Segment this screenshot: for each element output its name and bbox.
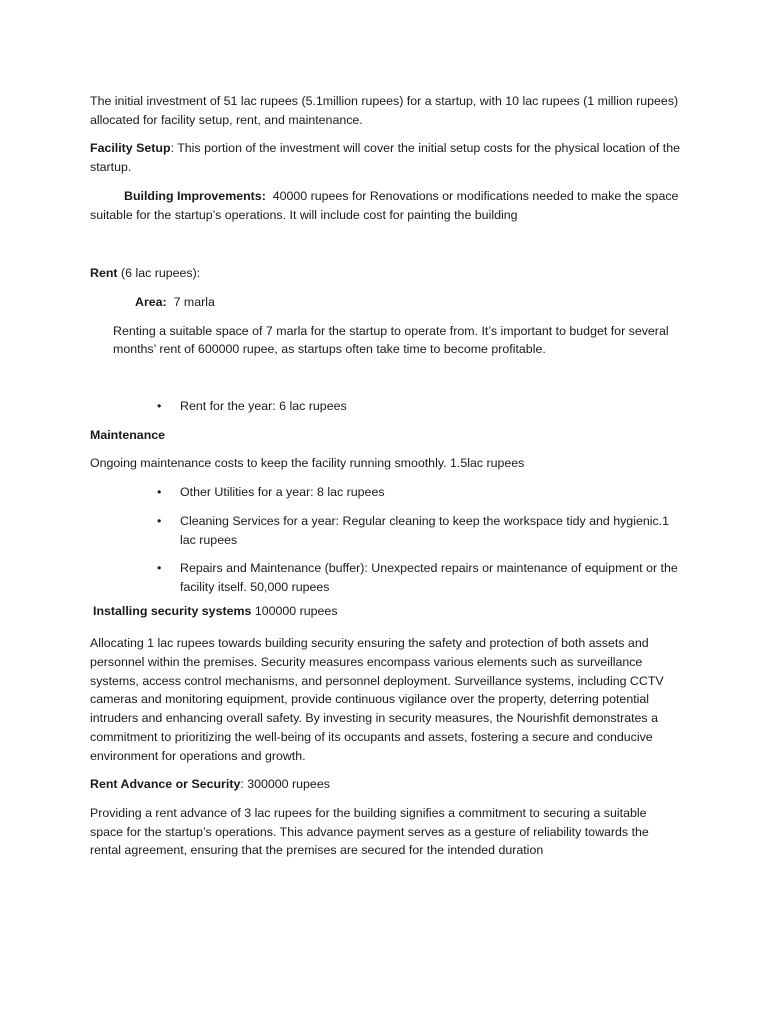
maintenance-bullet-list — [90, 483, 680, 597]
list-item-text: Other Utilities for a year: 8 lac rupees — [180, 485, 385, 500]
rent-amount: (6 lac rupees): — [117, 266, 201, 281]
document-page — [90, 92, 680, 860]
list-item — [90, 397, 680, 416]
maintenance-description: Ongoing maintenance costs to keep the facility running smoothly. 1.5lac rupees — [90, 456, 525, 471]
rent-bullet-list — [90, 397, 680, 416]
facility-setup-paragraph — [90, 139, 680, 176]
intro-paragraph: The initial investment of 51 lac rupees (5.1million rupees) for a startup, with 10 lac rupees (1 million rupees) allocated for facility setup, rent, and maintenance. — [90, 94, 679, 127]
building-improvements-paragraph — [90, 187, 680, 224]
building-improvements-text: 40000 rupees for Renovations or modifications needed to make the space suitable for the startup’s operations. It will include cost for painting the building — [90, 188, 682, 222]
list-item-text: Repairs and Maintenance (buffer): Unexpected repairs or maintenance of equipment or the facility itself. 50,000 rupees — [180, 561, 678, 594]
rent-advance-label: Rent Advance or Security — [90, 777, 241, 792]
rent-heading — [90, 264, 680, 283]
bullet-icon: • — [157, 399, 162, 414]
bullet-icon: • — [157, 561, 162, 576]
security-label: Installing security systems — [93, 603, 252, 618]
area-label: Area: — [135, 294, 167, 309]
security-heading — [93, 602, 680, 621]
facility-setup-text: : This portion of the investment will cover the initial setup costs for the physical location of the startup. — [90, 141, 680, 175]
list-item — [90, 559, 680, 596]
rent-advance-heading — [90, 775, 680, 794]
list-item — [90, 512, 680, 549]
rent-advance-description: Providing a rent advance of 3 lac rupees for the building signifies a commitment to securing a suitable space for the startup’s operations. This advance payment serves as a gesture of reliability towards the rental agreement, ensuring that the premises are secured for the intended duration — [90, 805, 649, 858]
list-item-text: Rent for the year: 6 lac rupees — [180, 399, 347, 414]
bullet-icon: • — [157, 513, 162, 528]
rent-description: Renting a suitable space of 7 marla for the startup to operate from. It’s important to budget for several months’ rent of 600000 rupee, as startups often take time to become profitable. — [113, 323, 669, 357]
area-line — [135, 293, 680, 312]
list-item — [90, 483, 680, 502]
rent-advance-amount: : 300000 rupees — [240, 777, 330, 792]
security-description: Allocating 1 lac rupees towards building security ensuring the safety and protection of both assets and personnel within the premises. Security measures encompass various elements such as surveillance systems, access control mechanisms, and personnel deployment. Surveillance systems, including CCTV cameras and monitoring equipment, provide continuous vigilance over the property, deterring potential intruders and enhancing overall safety. By investing in security measures, the Nourishfit demonstrates a commitment to prioritizing the well-being of its occupants and assets, fostering a secure and conducive environment for operations and growth. — [90, 636, 664, 763]
list-item-text: Cleaning Services for a year: Regular cleaning to keep the workspace tidy and hygienic.1 lac rupees — [180, 513, 670, 547]
area-value: 7 marla — [166, 294, 215, 309]
maintenance-heading: Maintenance — [90, 427, 166, 442]
security-amount: 100000 rupees — [251, 603, 338, 618]
building-improvements-label: Building Improvements: — [124, 188, 266, 203]
rent-label: Rent — [90, 266, 118, 281]
facility-setup-label: Facility Setup — [90, 141, 171, 156]
bullet-icon: • — [157, 485, 162, 500]
